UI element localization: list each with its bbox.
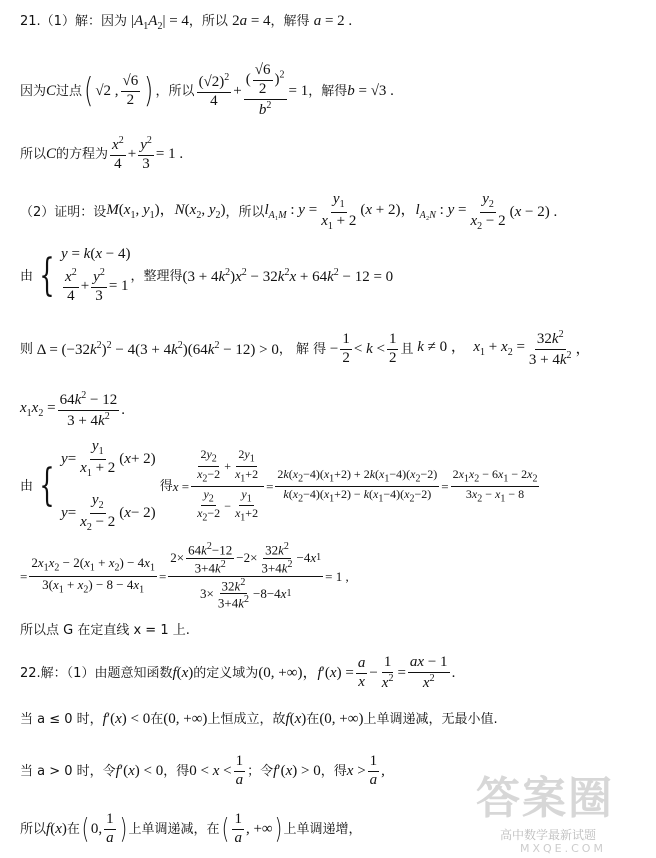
q21-heading: 21.（1）解：因为	[20, 14, 127, 29]
formula-a1a2: $|A_1A_2| = 4$	[131, 13, 189, 32]
frac-sqrt6-2: $\frac{√6}{2}$	[122, 72, 139, 108]
q21-line3: 所以 C 的方程为 $\frac{x^2}{4}$ + $\frac{y^2}{3}$ = 1 .	[20, 134, 184, 172]
watermark-subtitle: 高中数学最新试题	[500, 828, 597, 842]
q21-x1x2: $x_1x_2$ = $\frac{64k^2 - 12}{3 + 4k^2}$ .	[20, 389, 125, 429]
q21-line2: 因为 C 过点 ( √2 , $\frac{√6}{2}$ ) ，所以 $\frac{(√2)^2}{4}$ + ( $\frac{√6}{2}$ )$^2$ $b^2$ = 1 ，解得 b = √3 .	[20, 62, 394, 118]
watermark-url: MXQE.COM	[520, 842, 606, 855]
q22-line2: 当 a ≤ 0 时，f′(x) < 0在(0, +∞)上恒成立，故f(x)在(0, +∞)上单调递减，无最小值.	[20, 711, 498, 727]
q21-part2-line1: （2）证明：设 $M(x_1$, $y_1$)，$N(x_2$, $y_2$) ，所以 $l_{A_1M}$ : y = $\frac{y_1}{x_1 + 2}$ (x + 2)，$l_{A_2N}$ : y = $\frac{y_2}{x_2 - 2}$ (x − 2) .	[20, 191, 558, 232]
q22-line3: 当 a > 0 时，令 f′(x) < 0 ，得 0 < x < $\frac{1}{a}$ ；令 f′(x) > 0 ，得 x > $\frac{1}{a}$ ,	[20, 752, 385, 788]
watermark-logo: 答案圈	[476, 773, 614, 824]
q21-delta: 则 $\Delta = (-32k^2)^2 - 4(3 + 4k^2)(64k^2 - 12) > 0$ ， 解 得 − $\frac{1}{2}$ < k < $\frac{1}{2}$ 且 k ≠ 0 ， $x_1 + x_2$ = $\frac{32k^2}{3 + 4k^2}$ ，	[20, 328, 591, 368]
q21-conclusion: 所以点 G 在定直线 x = 1 上.	[20, 623, 190, 638]
q21-system1: 由 { y = k(x − 4) $\frac{x^2}{4}$ + $\frac{y^2}{3}$ = 1 ，整理得 $(3 + 4k^2)x^2 - 32k^2x + 64k^2 - 12 = 0$	[20, 246, 394, 304]
q22-line1: 22.解：（1）由题意知函数 f(x) 的定义域为 (0, +∞)，f′(x) = $\frac{a}{x}$ − $\frac{1}{x^2}$ = $\frac{ax - 1}{x^2}$ .	[20, 653, 456, 691]
q21-system2: 由 { y = $\frac{y_1}{x_1 + 2}$ ( x + 2) y = $\frac{y_2}{x_2 - 2}$ ( x − 2) 得 x = $\frac{2y_2}{x_2-2}$ + $\frac{2y_1}{x_1+2}$ $\frac{y_2}{x_2-2}$ − $\frac{y_1}{x_1+2}$ = $\frac{2k(x_2-4)(x_1+2) + 2k(x_1-4)(x_2-2)}{k(x_2-4)(x_1+2) - k(x_1-4)(x_2-2)}$ = $\frac{2x_1x_2 - 6x_1 - 2x_2}{3x_2 - x_1 - 8}$	[20, 438, 538, 533]
q22-line4: 所以 f(x) 在 ( 0, $\frac{1}{a}$ ) 上单调递减，在 ( $\frac{1}{a}$ , +∞ ) 上单调递增，	[20, 810, 362, 846]
q21-evaluation: = $\frac{2x_1x_2 - 2(x_1 + x_2) - 4x_1}{3(x_1 + x_2) - 8 - 4x_1}$ = 2× $\frac{64k^2-12}{3+4k^2}$ −2× $\frac{32k^2}{3+4k^2}$ −4 x 1 3× $\frac{32k^2}{3+4k^2}$ −8−4 x 1 = 1 ,	[20, 540, 349, 611]
q21-line1: 21.（1）解：因为 $|A_1A_2| = 4$，所以 2a = 4，解得 a = 2 .	[20, 13, 353, 32]
